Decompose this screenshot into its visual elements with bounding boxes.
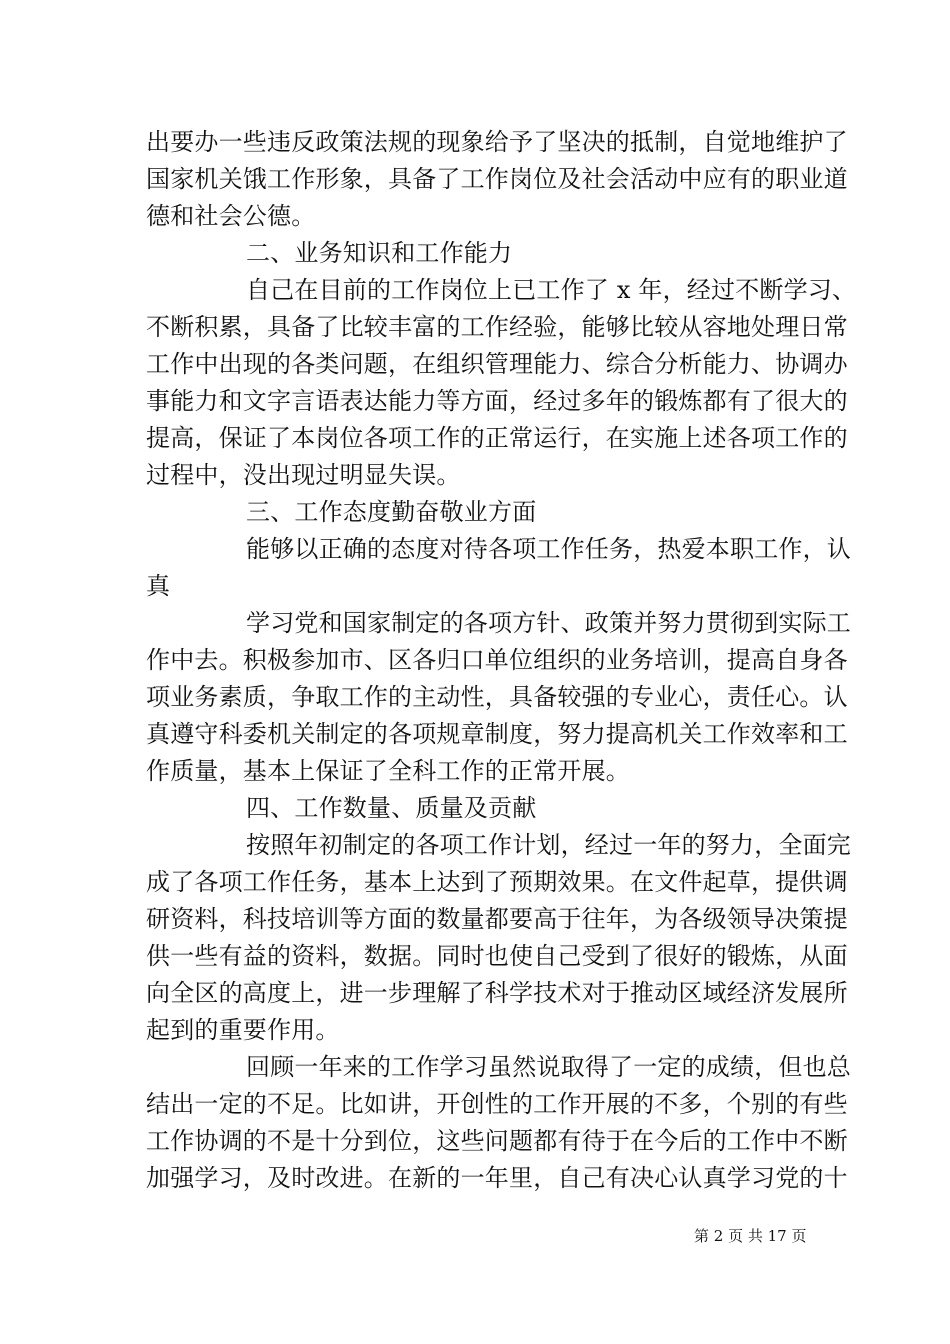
text-line: 供一些有益的资料，数据。同时也使自己受到了很好的锻炼，从面: [146, 942, 848, 970]
text-line: 作质量，基本上保证了全科工作的正常开展。: [146, 757, 630, 785]
text-line: 真: [146, 572, 171, 600]
text-line: 项业务素质，争取工作的主动性，具备较强的专业心，责任心。认: [146, 683, 848, 711]
text-line: 提高，保证了本岗位各项工作的正常运行，在实施上述各项工作的: [146, 424, 848, 452]
text-line: 能够以正确的态度对待各项工作任务，热爱本职工作，认: [246, 535, 851, 563]
section-heading: 四、工作数量、质量及贡献: [246, 794, 537, 822]
text-line: 向全区的高度上，进一步理解了科学技术对于推动区域经济发展所: [146, 979, 848, 1007]
text-line: 加强学习，及时改进。在新的一年里，自己有决心认真学习党的十: [146, 1164, 848, 1192]
text-line: 自己在目前的工作岗位上已工作了 x 年，经过不断学习、: [246, 276, 857, 304]
text-line: 按照年初制定的各项工作计划，经过一年的努力，全面完: [246, 831, 851, 859]
text-line: 研资料，科技培训等方面的数量都要高于往年，为各级领导决策提: [146, 905, 848, 933]
section-heading: 二、业务知识和工作能力: [246, 239, 513, 267]
text-line: 学习党和国家制定的各项方针、政策并努力贯彻到实际工: [246, 609, 851, 637]
text-line: 真遵守科委机关制定的各项规章制度，努力提高机关工作效率和工: [146, 720, 848, 748]
text-line: 国家机关饿工作形象，具备了工作岗位及社会活动中应有的职业道: [146, 165, 848, 193]
text-line: 回顾一年来的工作学习虽然说取得了一定的成绩，但也总: [246, 1053, 851, 1081]
page-number-footer: 第 2 页 共 17 页: [694, 1227, 807, 1245]
text-line: 作中去。积极参加市、区各归口单位组织的业务培训，提高自身各: [146, 646, 848, 674]
text-line: 事能力和文字言语表达能力等方面，经过多年的锻炼都有了很大的: [146, 387, 848, 415]
text-line: 德和社会公德。: [146, 202, 316, 230]
text-line: 工作协调的不是十分到位，这些问题都有待于在今后的工作中不断: [146, 1127, 848, 1155]
text-line: 出要办一些违反政策法规的现象给予了坚决的抵制，自觉地维护了: [146, 128, 848, 156]
text-line: 结出一定的不足。比如讲，开创性的工作开展的不多，个别的有些: [146, 1090, 848, 1118]
text-line: 成了各项工作任务，基本上达到了预期效果。在文件起草，提供调: [146, 868, 848, 896]
text-line: 过程中，没出现过明显失误。: [146, 461, 461, 489]
text-line: 起到的重要作用。: [146, 1016, 340, 1044]
text-line: 工作中出现的各类问题，在组织管理能力、综合分析能力、协调办: [146, 350, 848, 378]
text-line: 不断积累，具备了比较丰富的工作经验，能够比较从容地处理日常: [146, 313, 848, 341]
section-heading: 三、工作态度勤奋敬业方面: [246, 498, 537, 526]
